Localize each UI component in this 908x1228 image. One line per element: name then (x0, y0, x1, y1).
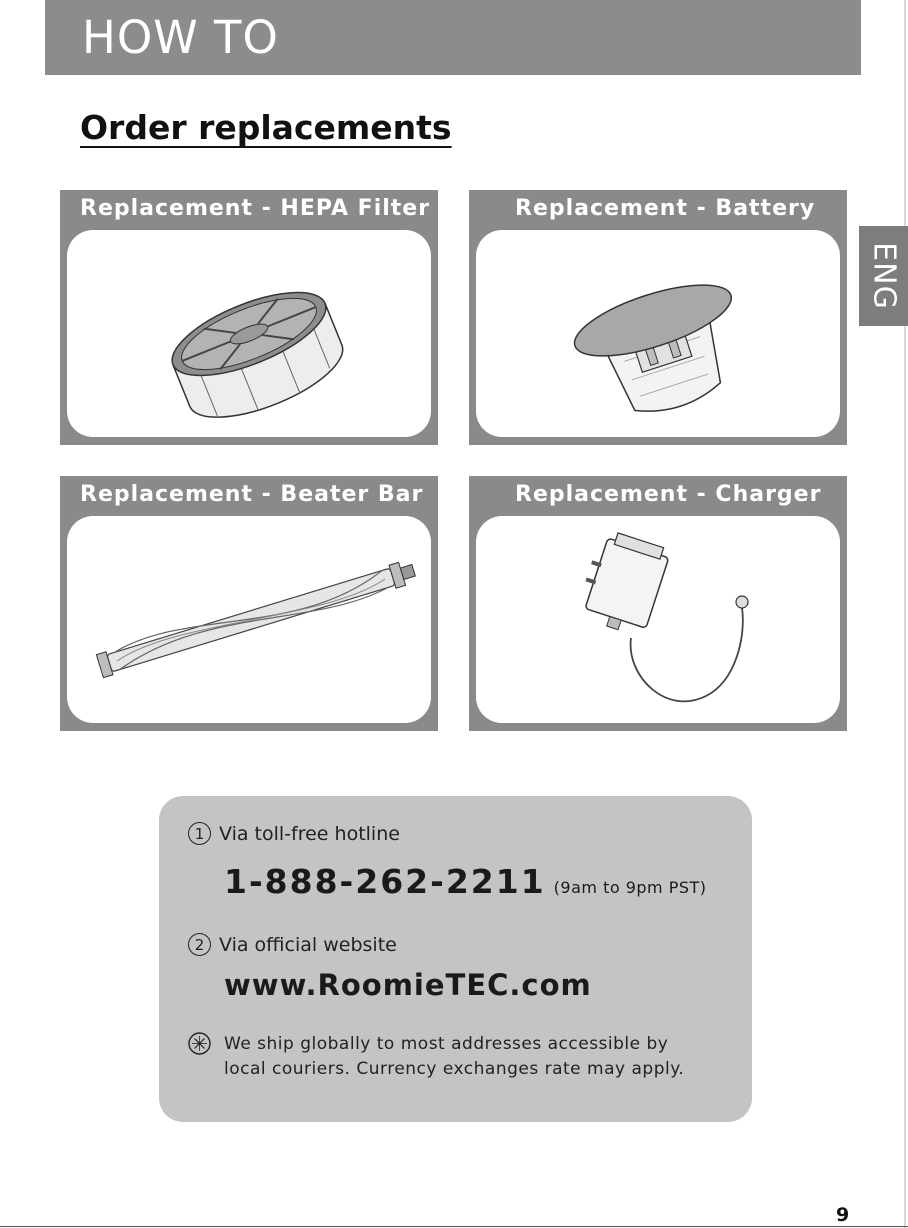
website-label: Via official website (219, 933, 397, 956)
card-title-battery: Replacement - Battery (515, 196, 816, 221)
contact-box (159, 796, 752, 1122)
beater-bar-icon (67, 516, 431, 723)
website-row (188, 933, 397, 956)
hotline-label: Via toll-free hotline (219, 822, 400, 845)
battery-image (476, 230, 840, 437)
beater-bar-image (67, 516, 431, 723)
page-edge-rule (904, 0, 906, 1228)
hepa-filter-icon (67, 230, 431, 437)
card-title-charger: Replacement - Charger (515, 482, 822, 507)
bottom-rule (0, 1226, 908, 1227)
charger-image (476, 516, 840, 723)
battery-icon (476, 230, 840, 437)
shipping-note-line-1: We ship globally to most addresses accessible by (224, 1034, 669, 1054)
language-tab (859, 226, 908, 326)
number-1-marker: 1 (188, 822, 211, 845)
page-number: 9 (836, 1204, 850, 1226)
card-battery (469, 190, 847, 445)
number-2-marker: 2 (188, 933, 211, 956)
hotline-row (188, 822, 400, 845)
website-url[interactable]: www.RoomieTEC.com (224, 968, 592, 1002)
language-tab-label: ENG (866, 242, 901, 310)
card-title-beater-bar: Replacement - Beater Bar (80, 482, 424, 507)
card-charger (469, 476, 847, 731)
charger-icon (476, 516, 840, 723)
shipping-note (224, 1032, 734, 1082)
card-beater-bar (60, 476, 438, 731)
header-title: HOW TO (82, 11, 279, 64)
note-x-circle-icon (188, 1032, 211, 1055)
phone-number-text: 1-888-262-2211 (224, 862, 546, 901)
hotline-phone-number[interactable] (224, 862, 707, 901)
hepa-filter-image (67, 230, 431, 437)
section-title: Order replacements (80, 108, 452, 147)
card-title-hepa-filter: Replacement - HEPA Filter (80, 196, 431, 221)
hotline-hours: (9am to 9pm PST) (553, 878, 707, 897)
card-hepa-filter (60, 190, 438, 445)
header-bar (45, 0, 861, 75)
shipping-note-line-2: local couriers. Currency exchanges rate may apply. (224, 1059, 685, 1079)
